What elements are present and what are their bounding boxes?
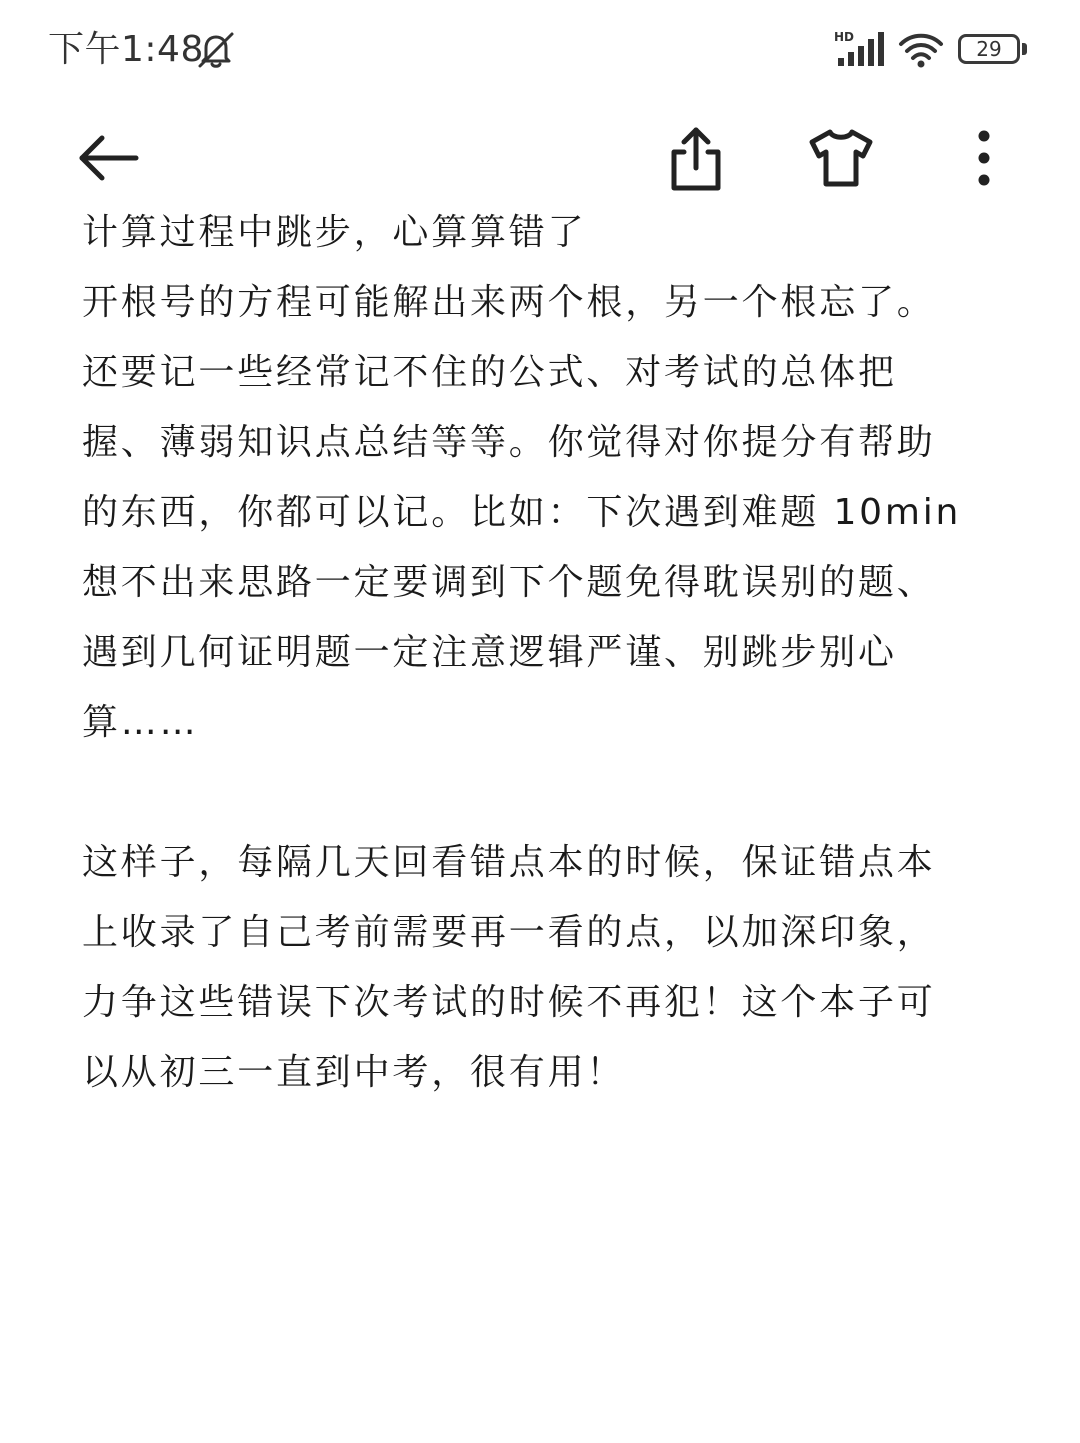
text-line: 力争这些错误下次考试的时候不再犯！这个本子可	[82, 982, 936, 1023]
text-line: 算……	[82, 702, 199, 743]
battery-icon	[958, 34, 1030, 66]
text-line: 以从初三一直到中考，很有用！	[82, 1052, 626, 1093]
note-content	[82, 198, 1002, 1108]
top-toolbar	[0, 110, 1080, 206]
battery-cap	[1022, 43, 1027, 55]
status-bar	[0, 0, 1080, 100]
wifi-icon	[898, 32, 944, 68]
paragraph-1	[82, 198, 1002, 758]
shirt-button[interactable]	[806, 126, 876, 190]
status-time: 下午1:48	[48, 29, 204, 70]
more-vertical-icon	[964, 126, 1004, 190]
text-line: 这样子，每隔几天回看错点本的时候，保证错点本	[82, 842, 936, 883]
text-line: 计算过程中跳步，心算算错了	[82, 212, 587, 253]
text-line: 开根号的方程可能解出来两个根，另一个根忘了。	[82, 282, 936, 323]
text-line: 想不出来思路一定要调到下个题免得耽误别的题、	[82, 562, 936, 603]
text-line: 的东西，你都可以记。比如：下次遇到难题 10min	[82, 492, 962, 533]
network-type-label: HD	[834, 30, 855, 44]
share-button[interactable]	[664, 122, 728, 194]
text-line: 还要记一些经常记不住的公式、对考试的总体把	[82, 352, 897, 393]
shirt-icon	[806, 126, 876, 190]
battery-level: 29	[958, 34, 1020, 64]
text-line: 上收录了自己考前需要再一看的点，以加深印象，	[82, 912, 936, 953]
paragraph-gap	[82, 758, 1002, 828]
text-line: 遇到几何证明题一定注意逻辑严谨、别跳步别心	[82, 632, 897, 673]
back-button[interactable]	[72, 130, 144, 186]
signal-icon	[834, 30, 888, 68]
text-line: 握、薄弱知识点总结等等。你觉得对你提分有帮助	[82, 422, 936, 463]
more-options-button[interactable]	[964, 126, 1004, 190]
mute-icon	[194, 30, 238, 70]
back-arrow-icon	[72, 130, 144, 186]
paragraph-2	[82, 828, 1002, 1108]
share-icon	[664, 122, 728, 194]
